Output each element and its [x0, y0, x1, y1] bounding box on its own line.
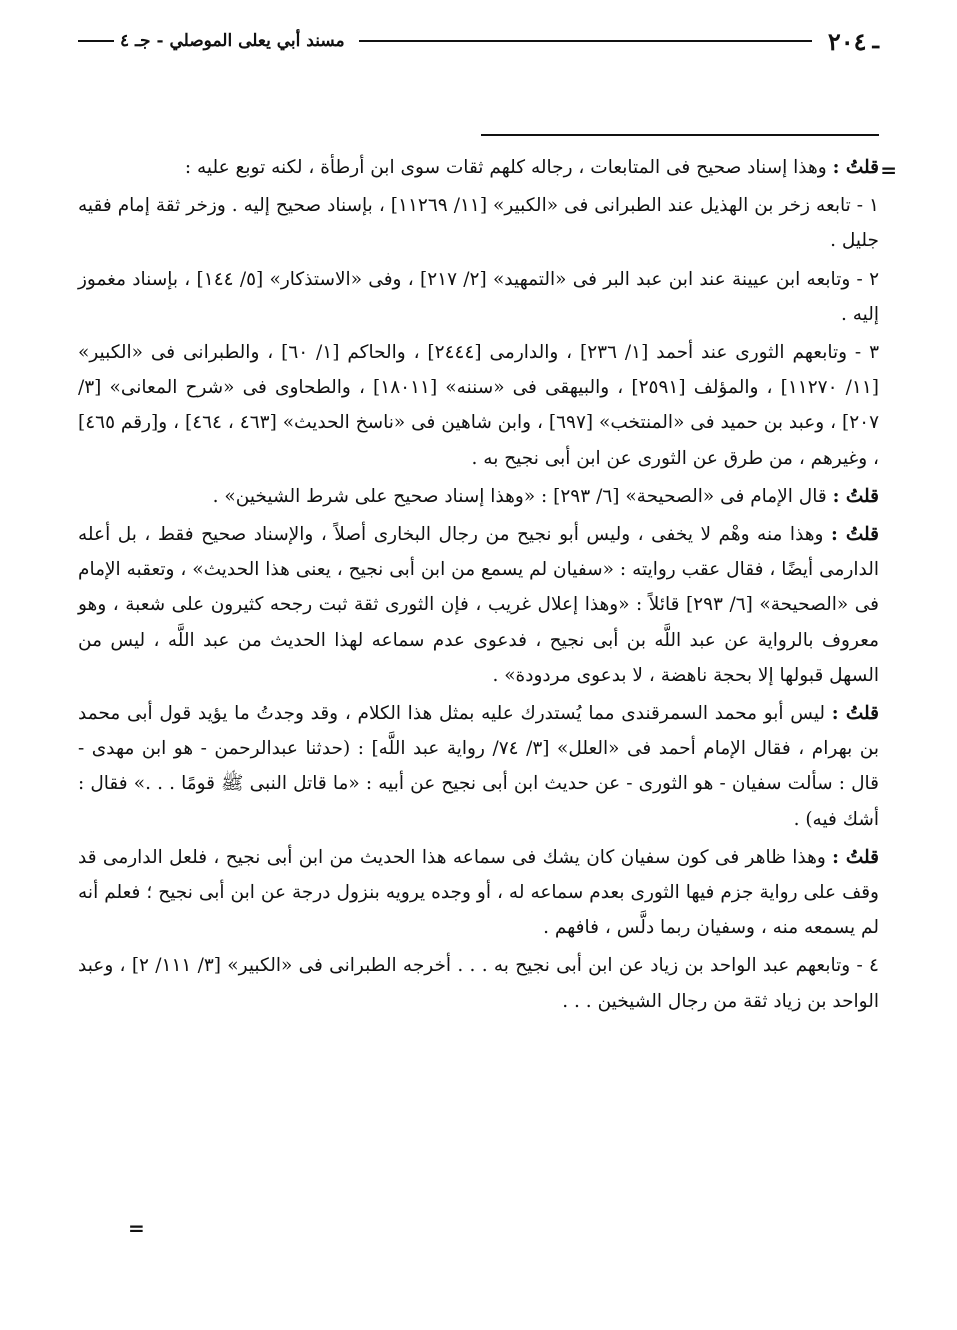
- header-rule: [359, 40, 812, 42]
- book-title: مسند أبي يعلى الموصلي - جـ ٤: [120, 31, 345, 51]
- paragraph: ٢ - وتابعه ابن عيينة عند ابن عبد البر فى «التمهيد» [٢/ ٢١٧] ، وفى «الاستذكار» [٥/ ١٤٤] ، بإسناد مغموز إليه .: [78, 268, 879, 325]
- header-rule-end: [78, 40, 114, 42]
- paragraph: قلتُ : وهذا إسناد صحيح فى المتابعات ، رجاله كلهم ثقات سوى ابن أرطأة ، لكنه توبع عليه :: [184, 157, 879, 178]
- footnote-separator: [481, 134, 879, 136]
- paragraph: ١ - تابعه زخر بن الهذيل عند الطبرانى فى «الكبير» [١١/ ١١٢٦٩] ، بإسناد صحيح إليه . وزخر ثقة إمام فقيه جليل .: [78, 195, 879, 252]
- continuation-mark-start: =: [880, 158, 897, 182]
- paragraph: ٣ - وتابعهم الثورى عند أحمد [١/ ٢٣٦] ، والدارمى [٢٤٤٤] ، والحاكم [١/ ٦٠] ، والطبرانى فى «الكبير» [١١/ ١١٢٧٠] ، والمؤلف [٢٥٩١] ، والبيهقى فى «سننه» [١٨٠١١] ، والطحاوى فى «شرح المعانى» [٣/ ٢٠٧] ، وعبد بن حميد فى «المنتخب» [٦٩٧] ، وابن شاهين فى «ناسخ الحديث» [٤٦٣ ، ٤٦٤] ، و[رقم ٤٦٥] ، وغيرهم ، من طرق عن الثورى عن ابن أبى نجيح به .: [78, 342, 880, 469]
- continuation-mark-end: =: [128, 1216, 145, 1240]
- paragraph: قلتُ : قال الإمام فى «الصحيحة» [٦/ ٢٩٣] : «وهذا إسناد صحيح على شرط الشيخين» .: [212, 485, 879, 507]
- header-dash: ـ: [872, 28, 879, 54]
- paragraph: قلتُ : وهذا منه وهْم لا يخفى ، وليس أبو نجيح من رجال البخارى أصلاً ، والإسناد صحيح فقط ، بل أعله الدارمى أيضًا ، فقال عقب روايته : «سفيان لم يسمع من ابن أبى نجيح ، يعنى هذا الحديث» ، وتعقبه الإمام فى «الصحيحة» [٦/ ٢٩٣] قائلاً : «وهذا إعلال غريب ، فإن الثورى ثقة ثبت رجحه كثيرون على شعبة ، وهو معروف بالرواية عن عبد اللَّه بن أبى نجيح ، فدعوى عدم سماعه لهذا الحديث من عبد اللَّه ، ليس من السهل قبولها إلا بحجة ناهضة ، لا بدعوى مردودة» .: [78, 524, 880, 686]
- paragraph: ٤ - وتابعهم عبد الواحد بن زياد عن ابن أبى نجيح به . . . أخرجه الطبرانى فى «الكبير» [٣/ ١١١/ ٢] ، وعبد الواحد بن زياد ثقة من رجال الشيخين . . .: [78, 955, 879, 1012]
- footnote-body: [78, 150, 879, 1022]
- paragraph: قلتُ : وهذا ظاهر فى كون سفيان كان يشك فى سماعه هذا الحديث من ابن أبى نجيح ، فلعل الدارمى قد وقف على رواية جزم فيها الثورى بعدم سماعه له ، أو وجده يرويه بنزول درجة عن ابن أبى نجيح ؛ فعلم أنه لم يسمعه منه ، وسفيان ربما دلَّس ، فافهم .: [78, 846, 879, 939]
- page-number: ٢٠٤: [827, 26, 867, 56]
- paragraph: قلتُ : ليس أبو محمد السمرقندى مما يُستدرك عليه بمثل هذا الكلام ، وقد وجدتُ ما يؤيد قول أبى محمد بن بهرام ، فقال الإمام أحمد فى «العلل» [٣/ ٧٤/ رواية عبد اللَّه] : (حدثنا عبدالرحمن - هو ابن مهدى - قال : سألت سفيان - هو الثورى - عن حديث ابن أبى نجيح عن أبيه : «ما قاتل النبى ﷺ قومًا . . .» فقال : أشك فيه) .: [78, 703, 880, 830]
- running-header: [78, 24, 879, 58]
